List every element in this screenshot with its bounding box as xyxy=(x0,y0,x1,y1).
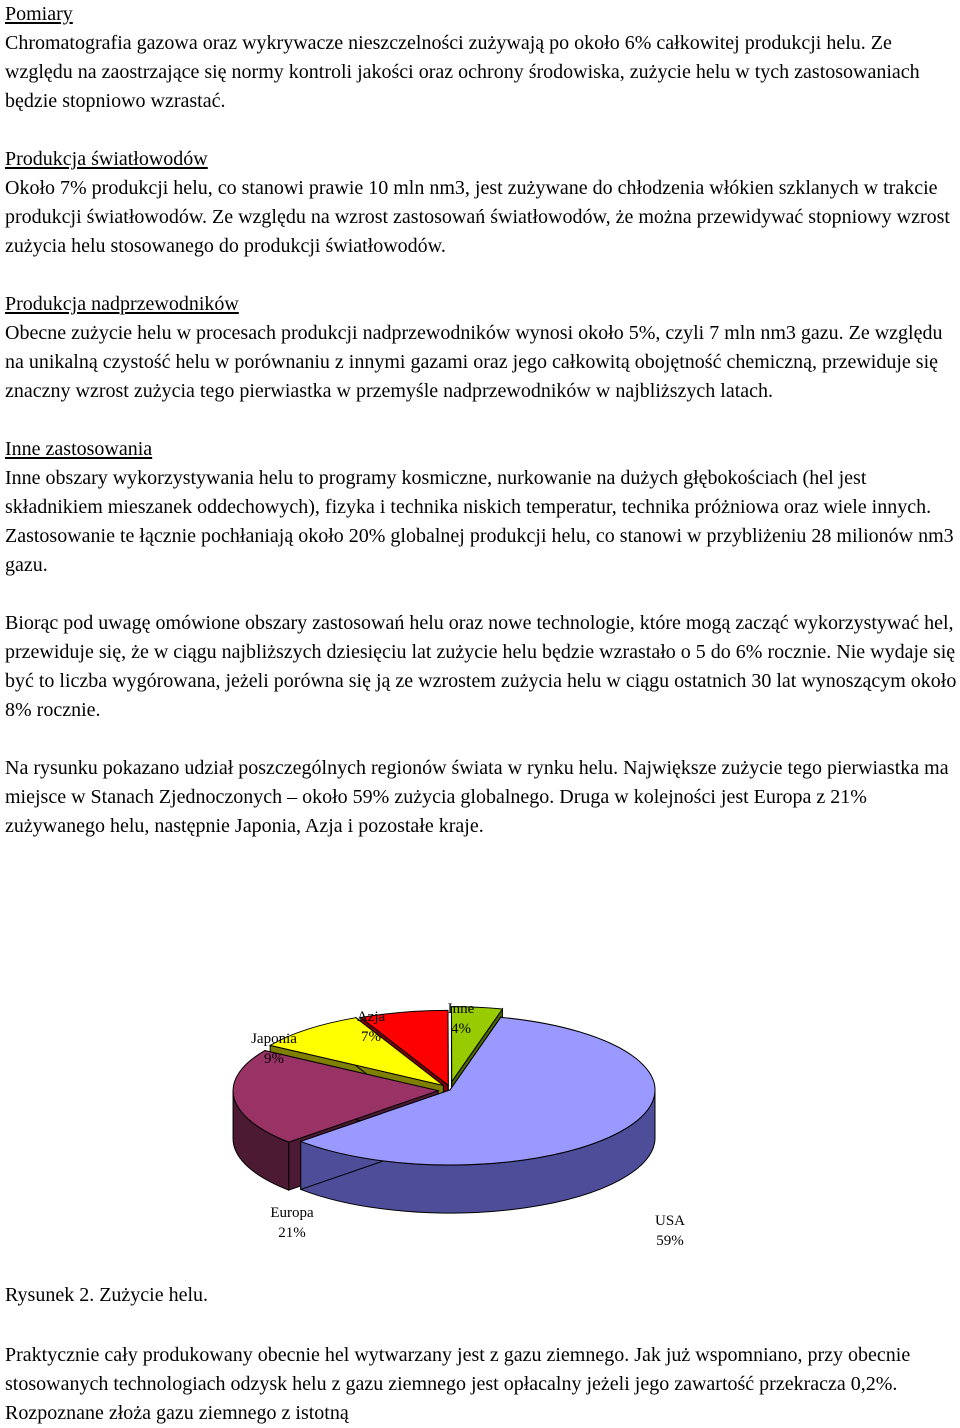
paragraph-forecast: Biorąc pod uwagę omówione obszary zastosowań helu oraz nowe technologie, które mogą zacząć wykorzystywać hel, przewiduje się, że w ciągu najbliższych dziesięciu lat zużycie helu będzie wzrastało o 5 do 6% rocznie. Nie wydaje się być to liczba wygórowana, jeżeli porówna się ją ze wzrostem zużycia helu w ciągu ostatnich 30 lat wynoszącym około 8% rocznie. xyxy=(5,612,957,721)
paragraph-pomiary: Chromatografia gazowa oraz wykrywacze nieszczelności zużywają po około 6% całkowitej produkcji helu. Ze względu na zaostrzające się normy kontroli jakości oraz ochrony środowiska, zużycie helu w tych zastosowaniach będzie stopniowo wzrastać. xyxy=(5,32,920,112)
paragraph-natural-gas: Praktycznie cały produkowany obecnie hel wytwarzany jest z gazu ziemnego. Jak już wspomniano, przy obecnie stosowanych technologiach odzysk helu z gazu ziemnego jest opłacalny jeżeli jego zawartość przekracza 0,2%. Rozpoznane złoża gazu ziemnego z istotną xyxy=(5,1344,911,1424)
paragraph-swiatlowody: Około 7% produkcji helu, co stanowi prawie 10 mln nm3, jest zużywane do chłodzenia włókien szklanych w trakcie produkcji światłowodów. Ze względu na wzrost zastosowań światłowodów, że można przewidywać stopniowy wzrost zużycia helu stosowanego do produkcji światłowodów. xyxy=(5,177,950,257)
paragraph-inne: Inne obszary wykorzystywania helu to programy kosmiczne, nurkowanie na dużych głębokościach (hel jest składnikiem mieszanek oddechowych), fizyka i technika niskich temperatur, technika próżniowa oraz wiele innych. Zastosowanie te łącznie pochłaniają około 20% globalnej produkcji helu, co stanowi w przybliżeniu 28 milionów nm3 gazu. xyxy=(5,467,954,576)
section-swiatlowody xyxy=(5,145,957,261)
slice-value-japonia: 9% xyxy=(264,1051,284,1067)
slice-label-usa: USA xyxy=(654,1213,686,1229)
slice-value-inne: 4% xyxy=(451,1021,471,1037)
heading-inne: Inne zastosowania xyxy=(5,438,153,460)
document-page xyxy=(5,0,957,841)
figure-caption: Rysunek 2. Zużycie helu. xyxy=(5,1284,209,1306)
section-pomiary xyxy=(5,0,957,116)
heading-swiatlowody: Produkcja światłowodów xyxy=(5,148,208,170)
helium-usage-pie-chart xyxy=(0,985,952,1260)
slice-value-usa: 59% xyxy=(656,1233,684,1249)
slice-label-inne: Inne xyxy=(447,1001,475,1017)
paragraph-regions: Na rysunku pokazano udział poszczególnych regionów świata w rynku helu. Największe zużycie tego pierwiastka ma miejsce w Stanach Zjednoczonych – około 59% zużycia globalnego. Druga w kolejności jest Europa z 21% zużywanego helu, następnie Japonia, Azja i pozostałe kraje. xyxy=(5,757,949,837)
slice-label-europa: Europa xyxy=(270,1205,314,1221)
slice-label-japonia: Japonia xyxy=(251,1031,297,1047)
section-inne xyxy=(5,435,957,580)
section-nadprzewodniki xyxy=(5,290,957,406)
slice-value-azja: 7% xyxy=(361,1029,381,1045)
slice-value-europa: 21% xyxy=(278,1225,306,1241)
heading-pomiary: Pomiary xyxy=(5,3,73,25)
slice-label-azja: Azja xyxy=(356,1009,386,1025)
pie-chart-svg xyxy=(0,985,952,1260)
heading-nadprzewodniki: Produkcja nadprzewodników xyxy=(5,293,239,315)
paragraph-nadprzewodniki: Obecne zużycie helu w procesach produkcji nadprzewodników wynosi około 5%, czyli 7 mln nm3 gazu. Ze względu na unikalną czystość helu w porównaniu z innymi gazami oraz jego całkowitą obojętność chemiczną, przewiduje się znaczny wzrost zużycia tego pierwiastka w przemyśle nadprzewodników w najbliższych latach. xyxy=(5,322,943,402)
